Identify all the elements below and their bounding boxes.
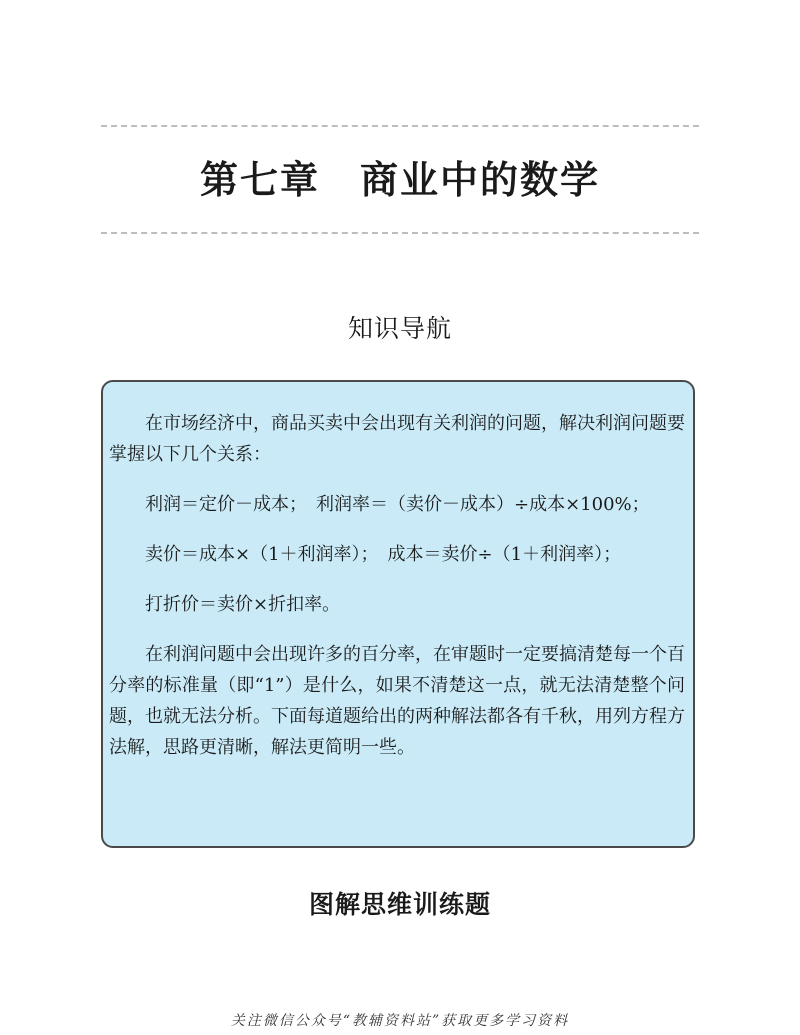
knowledge-box <box>101 380 695 848</box>
training-heading: 图解思维训练题 <box>308 890 491 919</box>
chapter-name: 商业中的数学 <box>360 158 601 202</box>
knowledge-paragraph-intro: 在市场经济中，商品买卖中会出现有关利润的问题，解决利润问题要掌握以下几个关系： <box>109 413 685 465</box>
bottom-dashed-divider <box>101 232 699 234</box>
knowledge-nav-heading: 知识导航 <box>347 314 452 343</box>
top-dashed-divider <box>101 125 699 127</box>
chapter-number: 第七章 <box>199 158 320 202</box>
chapter-title <box>0 150 800 210</box>
knowledge-text <box>109 408 685 763</box>
knowledge-paragraph-price-formula: 卖价＝成本×（1＋利润率）； 成本＝卖价÷（1＋利润率）； <box>145 544 622 565</box>
knowledge-paragraph-profit-formula: 利润＝定价－成本； 利润率＝（卖价－成本）÷成本×100%； <box>145 494 650 515</box>
knowledge-paragraph-discount-formula: 打折价＝卖价×折扣率。 <box>145 594 341 615</box>
footer-watermark: 关注微信公众号“教辅资料站”获取更多学习资料 <box>230 1013 570 1029</box>
knowledge-paragraph-advice: 在利润问题中会出现许多的百分率，在审题时一定要搞清楚每一个百分率的标准量（即“1”）是什么，如果不清楚这一点，就无法清楚整个问题，也就无法分析。下面每道题给出的两种解法都各有千秋，用列方程方法解，思路更清晰，解法更简明一些。 <box>109 644 685 758</box>
